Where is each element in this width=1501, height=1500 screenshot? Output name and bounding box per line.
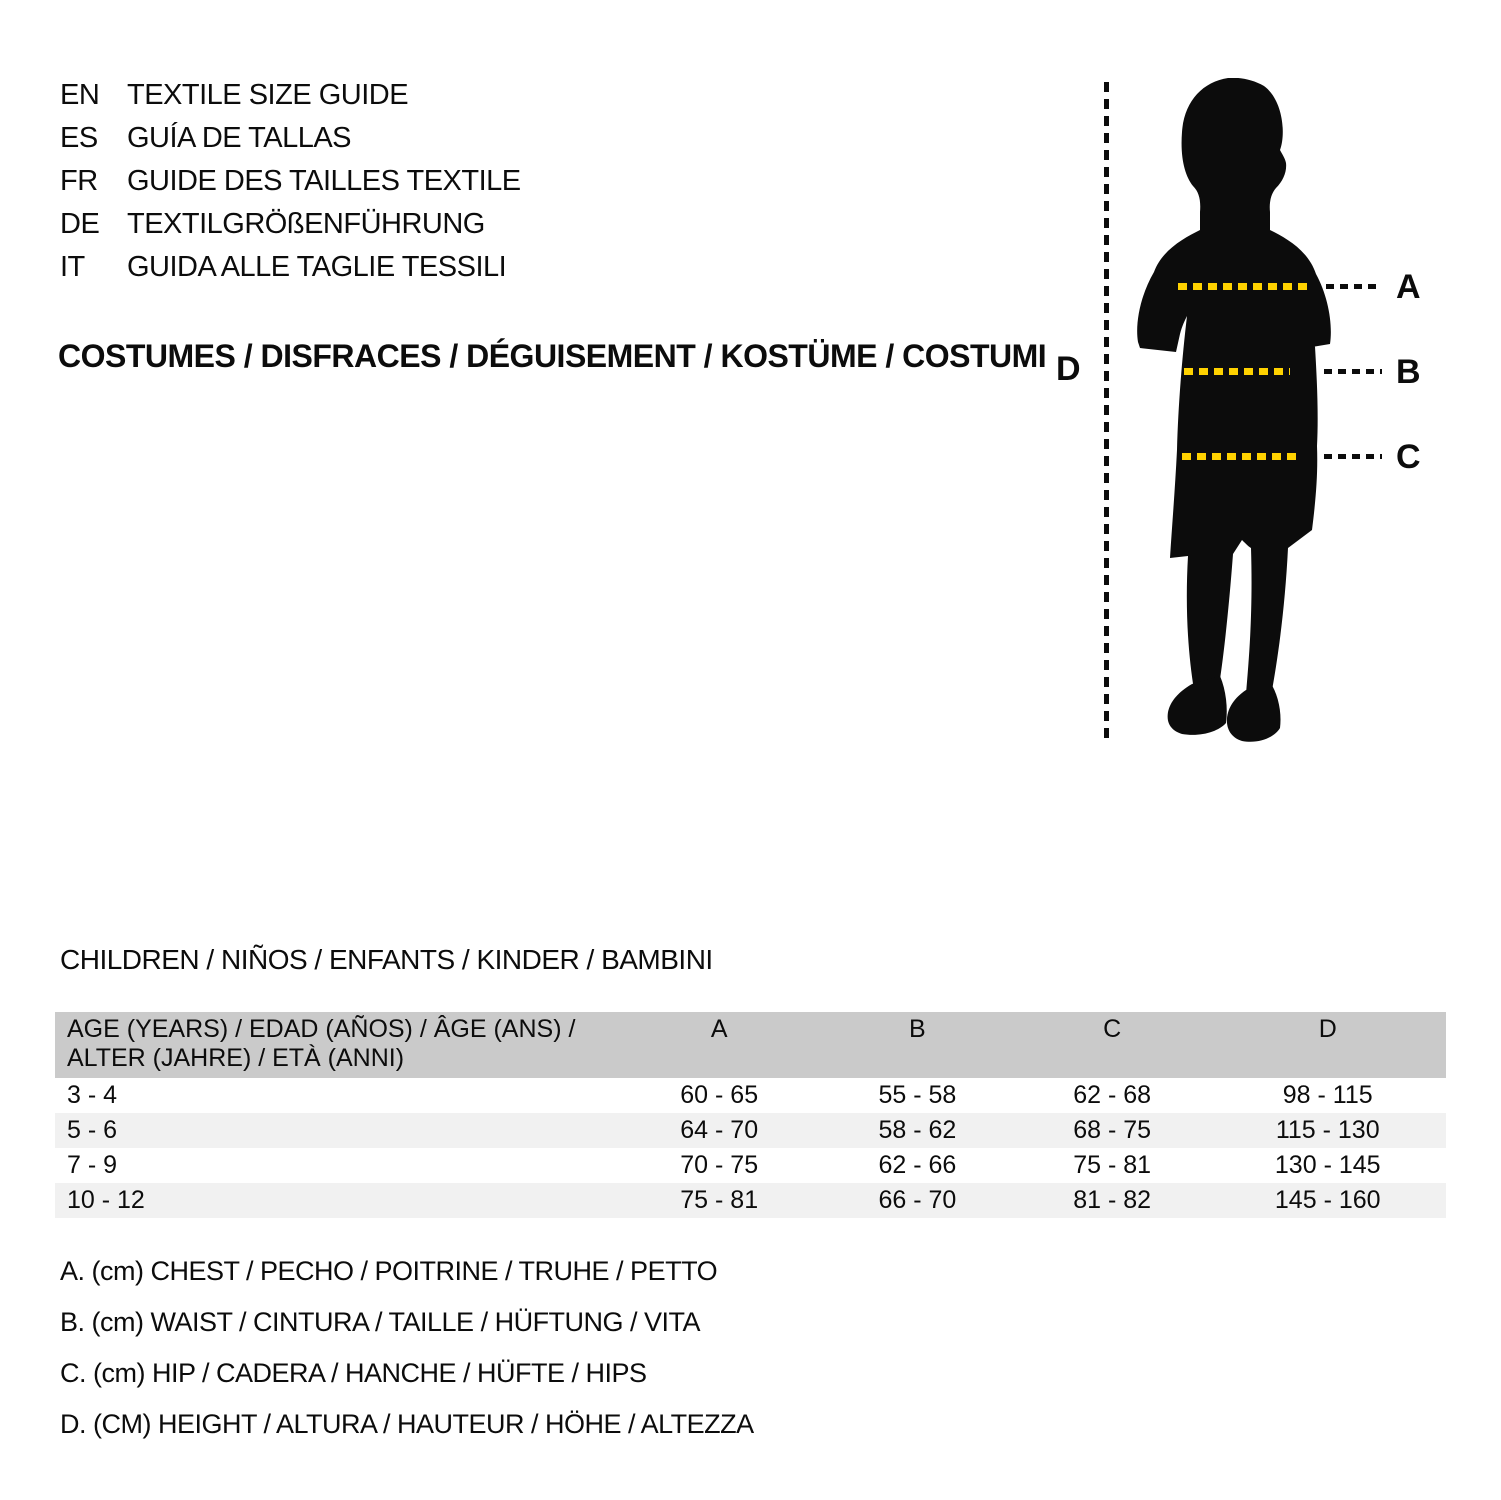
column-header-a: A [710,1015,728,1043]
table-header-row [55,1012,1446,1078]
legend-hip: C. (cm) HIP / CADERA / HANCHE / HÜFTE / HIPS [60,1358,647,1388]
chest-cell: 60 - 65 [680,1081,759,1109]
age-cell: 7 - 9 [67,1151,118,1179]
hip-cell: 75 - 81 [1073,1151,1152,1179]
table-row [55,1148,1446,1183]
language-row-it [60,246,521,289]
age-cell: 3 - 4 [67,1081,118,1109]
waist-measure-label: B [1396,353,1421,391]
age-cell: 10 - 12 [67,1186,145,1214]
chest-measure-line [1178,283,1308,290]
table-row [55,1183,1446,1218]
hip-measure-line [1182,453,1302,460]
column-header-c: C [1103,1015,1122,1043]
hip-cell: 62 - 68 [1073,1081,1152,1109]
language-code: ES [60,122,98,154]
language-title: GUIDA ALLE TAGLIE TESSILI [127,251,507,283]
children-size-table [55,1012,1446,1218]
age-header-line1: AGE (YEARS) / EDAD (AÑOS) / ÂGE (ANS) / [67,1015,576,1043]
chest-cell: 75 - 81 [680,1186,759,1214]
language-title: GUIDE DES TAILLES TEXTILE [127,165,521,197]
waist-leader-line [1324,369,1382,374]
waist-cell: 58 - 62 [878,1116,957,1144]
language-row-es [60,117,521,160]
language-code: EN [60,79,100,111]
age-cell: 5 - 6 [67,1116,118,1144]
measurement-legend [60,1246,754,1450]
language-row-de [60,203,521,246]
legend-chest: A. (cm) CHEST / PECHO / POITRINE / TRUHE / PETTO [60,1256,718,1286]
height-cell: 115 - 130 [1275,1116,1380,1144]
child-silhouette-image [1130,78,1390,748]
chest-cell: 64 - 70 [680,1116,759,1144]
age-header-line2: ALTER (JAHRE) / ETÀ (ANNI) [67,1044,405,1072]
language-code: IT [60,251,85,283]
waist-cell: 62 - 66 [878,1151,957,1179]
category-title: COSTUMES / DISFRACES / DÉGUISEMENT / KOSTÜME / COSTUMI [58,338,1047,374]
table-row [55,1113,1446,1148]
language-code: FR [60,165,98,197]
age-column-header [55,1015,618,1073]
waist-cell: 66 - 70 [878,1186,957,1214]
table-row [55,1078,1446,1113]
chest-measure-label: A [1396,268,1421,306]
hip-cell: 68 - 75 [1073,1116,1152,1144]
hip-measure-label: C [1396,438,1421,476]
children-section-title: CHILDREN / NIÑOS / ENFANTS / KINDER / BAMBINI [60,944,713,975]
height-cell: 98 - 115 [1282,1081,1373,1109]
column-header-b: B [909,1015,926,1043]
language-code: DE [60,208,100,240]
language-row-fr [60,160,521,203]
waist-cell: 55 - 58 [878,1081,957,1109]
hip-leader-line [1324,454,1382,459]
language-row-en [60,74,521,117]
height-cell: 130 - 145 [1274,1151,1381,1179]
legend-waist: B. (cm) WAIST / CINTURA / TAILLE / HÜFTUNG / VITA [60,1307,701,1337]
language-title: TEXTILGRÖßENFÜHRUNG [127,208,485,240]
language-title: GUÍA DE TALLAS [127,122,352,154]
height-cell: 145 - 160 [1274,1186,1381,1214]
legend-height: D. (CM) HEIGHT / ALTURA / HAUTEUR / HÖHE / ALTEZZA [60,1409,754,1439]
column-header-d: D [1318,1015,1337,1043]
chest-leader-line [1326,284,1382,289]
waist-measure-line [1184,368,1290,375]
language-title: TEXTILE SIZE GUIDE [127,79,409,111]
height-measure-label: D [1056,350,1081,388]
chest-cell: 70 - 75 [680,1151,759,1179]
height-dashed-line [1104,82,1109,744]
hip-cell: 81 - 82 [1073,1186,1152,1214]
language-title-list [60,74,521,289]
